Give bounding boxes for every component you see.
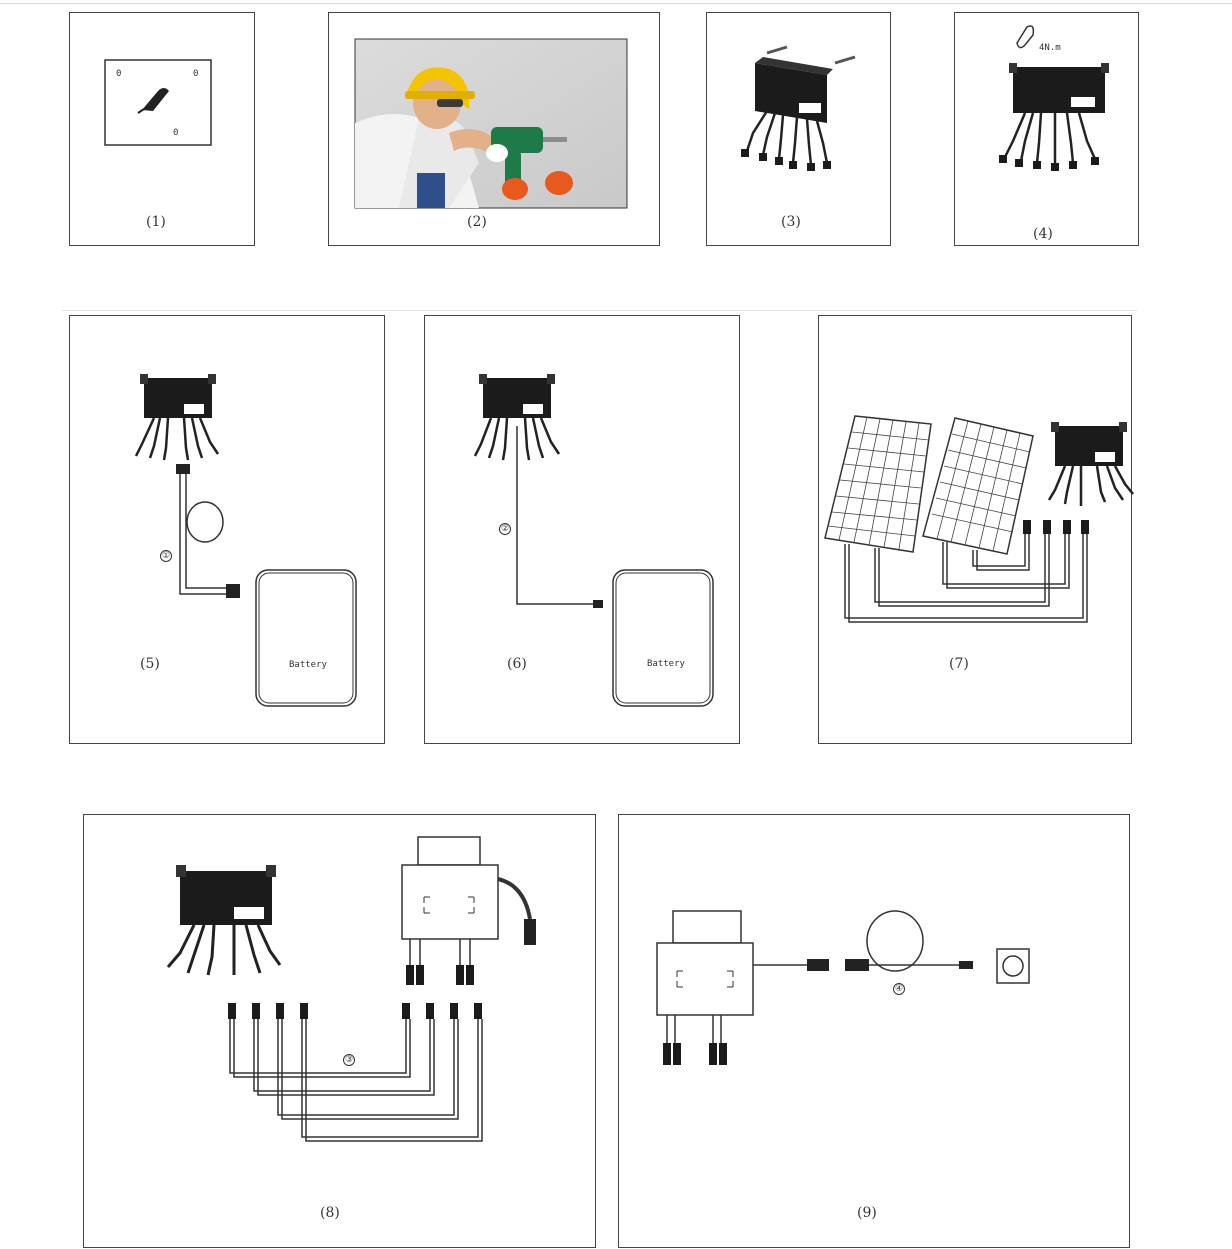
caption-3: (3) (781, 214, 801, 230)
panel-7 (818, 315, 1132, 744)
middle-rule (62, 310, 1137, 311)
torque-label: 4N.m (1039, 43, 1061, 53)
mark-bottom: 0 (173, 128, 179, 138)
mark-top-left: 0 (116, 69, 122, 79)
panel-1 (69, 12, 255, 246)
battery-label-1: Battery (289, 660, 327, 670)
plug-icon (959, 961, 973, 969)
mark-top-right: 0 (193, 69, 199, 79)
solar-panel-wiring-diagram (819, 316, 1133, 745)
caption-7: (7) (949, 656, 969, 672)
panel-9 (618, 814, 1130, 1248)
screw-icon-2 (835, 57, 855, 63)
caption-5: (5) (140, 656, 160, 672)
caption-9: (9) (857, 1205, 877, 1221)
panel-5 (69, 315, 385, 744)
screw-icon (767, 47, 787, 53)
caption-2: (2) (467, 214, 487, 230)
solar-panel-icon-2 (923, 418, 1033, 554)
wrench-icon (1017, 26, 1033, 48)
caption-4: (4) (1033, 226, 1053, 242)
battery-connection-diagram-1 (70, 316, 386, 745)
callout-4: ④ (894, 984, 904, 994)
caption-1: (1) (146, 214, 166, 230)
wall-plate-diagram (70, 13, 256, 247)
panel-6 (424, 315, 740, 744)
panel-8 (83, 814, 596, 1248)
microinverter-icon (402, 837, 536, 985)
panel-4 (954, 12, 1139, 246)
battery-icon (613, 570, 713, 706)
top-rule (0, 3, 1232, 4)
inverter-with-screws (707, 13, 892, 247)
solar-panel-icon (825, 416, 931, 552)
grid-connection-diagram (619, 815, 1131, 1249)
callout-2: ② (500, 524, 510, 534)
callout-1: ① (161, 551, 171, 561)
caption-6: (6) (507, 656, 527, 672)
battery-label-2: Battery (647, 659, 685, 669)
panel-3 (706, 12, 891, 246)
inverter-to-microinverter-diagram (84, 815, 597, 1249)
battery-icon (256, 570, 356, 706)
caption-8: (8) (320, 1205, 340, 1221)
callout-3: ③ (344, 1055, 354, 1065)
battery-connection-diagram-2 (425, 316, 741, 745)
panel-2 (328, 12, 660, 246)
microinverter-icon (657, 911, 753, 1065)
worker-drilling-photo (329, 13, 661, 247)
wall-socket-icon (997, 949, 1029, 983)
